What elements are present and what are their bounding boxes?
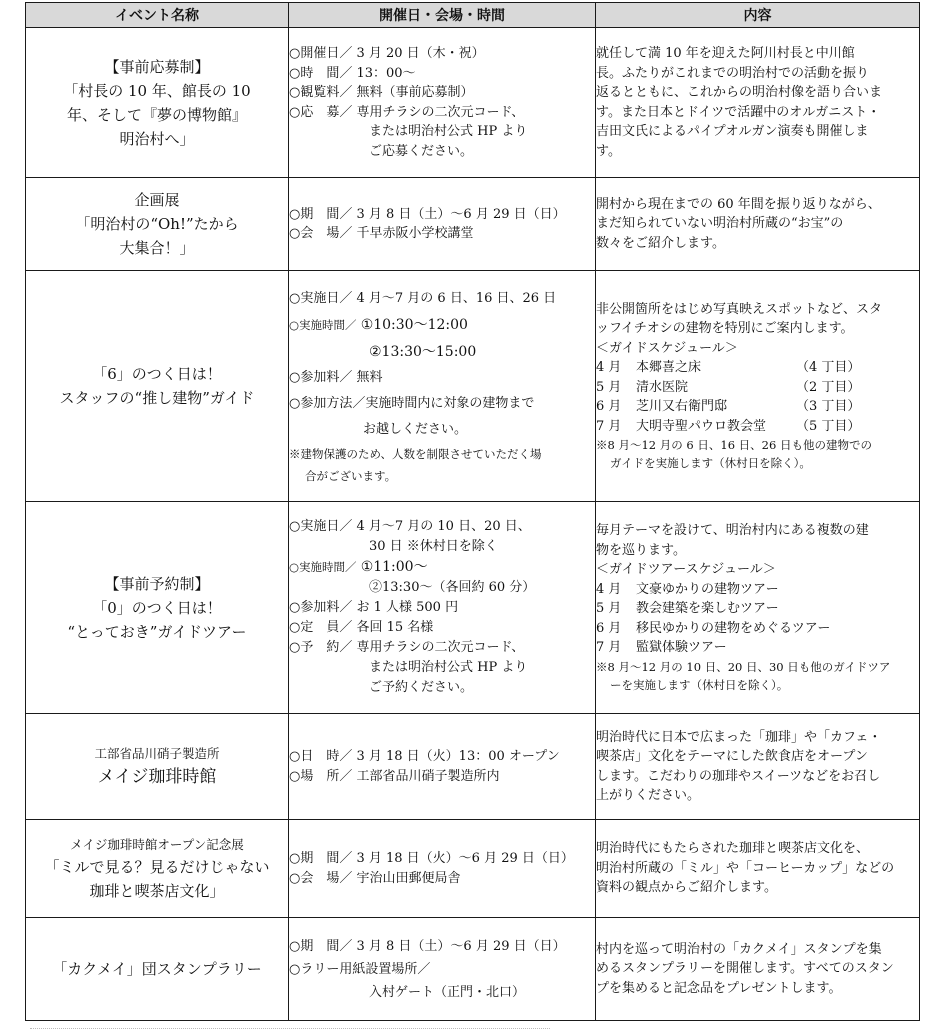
detail-line: ○参加料／ 無料 xyxy=(289,369,383,385)
content-line: 明治時代に日本で広まった「珈琲」や「カフェ・ xyxy=(596,729,882,745)
detail-line: ○ラリー用紙設置場所／ xyxy=(289,961,431,977)
schedule-month: 7 月 xyxy=(596,640,622,656)
content-line: めるスタンプラリーを開催します。すべてのスタン xyxy=(596,961,894,977)
schedule-month: 4 月 xyxy=(596,581,622,597)
event-name-cell xyxy=(26,502,289,714)
schedule-item xyxy=(596,619,919,639)
event-title-line: 「0」のつく日は！ xyxy=(92,598,222,617)
table-row xyxy=(26,714,920,820)
detail-line: ご予約ください。 xyxy=(369,680,474,695)
content-line: す。 xyxy=(596,143,621,159)
detail-line: ②13:30〜15:00 xyxy=(369,343,477,360)
detail-line: ○期 間／ 3 月 8 日（土）〜6 月 29 日（日） xyxy=(289,206,566,222)
schedule-place: 芝川又右衛門邸 xyxy=(636,399,728,415)
detail-line: ○場 所／ 工部省品川硝子製造所内 xyxy=(289,768,500,784)
schedule-area: （4 丁目） xyxy=(796,360,861,376)
event-content-cell xyxy=(596,502,920,714)
event-title-line: 「6」のつく日は！ xyxy=(92,365,222,383)
header-date-venue-time: 開催日・会場・時間 xyxy=(289,3,596,28)
event-title-line: 「ミルで見る？見るだけじゃない xyxy=(44,857,270,876)
note-line: ーを実施します（休村日を除く）。 xyxy=(610,677,789,692)
event-content-cell xyxy=(596,28,920,178)
detail-line: ○観覧料／ 無料（事前応募制） xyxy=(289,85,474,100)
schedule-place: 清水医院 xyxy=(636,379,689,395)
divider xyxy=(30,1028,550,1033)
content-line: プを集めると記念品をプレゼントします。 xyxy=(596,980,842,996)
table-row xyxy=(26,271,920,502)
content-line: 長。ふたりがこれまでの明治村での活動を振り xyxy=(596,65,870,81)
schedule-month: 5 月 xyxy=(596,379,622,395)
detail-line: ○実施日／ 4 月〜7 月の 10 日、20 日、 xyxy=(289,519,531,534)
header-event-name: イベント名称 xyxy=(26,3,289,28)
detail-line: ○実施日／ 4 月〜7 月の 6 日、16 日、26 日 xyxy=(289,290,557,306)
event-content-cell xyxy=(596,178,920,271)
content-line: 喫茶店」文化をテーマにした飲食店をオープン xyxy=(596,749,868,764)
event-title-line: 「明治村の“Oh!”たから xyxy=(75,215,239,233)
event-title-line: 明治村へ」 xyxy=(119,129,195,148)
event-title-line: 大集合！」 xyxy=(119,239,195,257)
content-line: 返るとともに、これからの明治村像を語り合いま xyxy=(596,85,883,100)
content-line: 吉田文氏によるパイプオルガン演奏も開催しま xyxy=(596,124,869,139)
event-title-line: 年、そして『夢の博物館』 xyxy=(66,105,247,124)
detail-line: ○予 約／ 専用チラシの二次元コード、 xyxy=(289,640,525,655)
detail-line: ○定 員／ 各回 15 名様 xyxy=(289,620,434,635)
detail-line: ○開催日／ 3 月 20 日（木・祝） xyxy=(289,46,485,61)
event-title-line: “とっておき”ガイドツアー xyxy=(67,622,247,641)
event-title-line: メイジ珈琲時館 xyxy=(97,766,217,787)
event-content-cell xyxy=(596,271,920,502)
content-line: します。こだわりの珈琲やスイーツなどをお召し xyxy=(596,768,881,784)
note-line: ※8 月〜12 月の 10 日、20 日、30 日も他のガイドツア xyxy=(596,659,891,674)
schedule-tour: 文豪ゆかりの建物ツアー xyxy=(636,581,779,597)
event-details-cell xyxy=(289,28,596,178)
detail-line: ○会 場／ 千早赤阪小学校講堂 xyxy=(289,226,474,241)
detail-line: ○日 時／ 3 月 18 日（火）13：00 オープン xyxy=(289,749,560,764)
detail-line: ○時 間／ 13：00〜 xyxy=(289,65,416,81)
schedule-title: ＜ガイドスケジュール＞ xyxy=(596,340,738,356)
schedule-place: 本郷喜之床 xyxy=(636,360,702,376)
detail-line: ○応 募／ 専用チラシの二次元コード、 xyxy=(289,104,525,120)
event-content-cell xyxy=(596,918,920,1021)
event-details-cell xyxy=(289,918,596,1021)
schedule-place: 大明寺聖パウロ教会堂 xyxy=(636,418,767,434)
schedule-month: 5 月 xyxy=(596,601,622,617)
content-line: ッフイチオシの建物を特別にご案内します。 xyxy=(596,321,854,337)
content-line: 資料の観点からご紹介します。 xyxy=(596,880,777,896)
schedule-item xyxy=(596,417,919,437)
note-line: 合がございます。 xyxy=(305,468,397,483)
detail-line: ○参加料／ お 1 人様 500 円 xyxy=(289,600,459,615)
event-content-cell xyxy=(596,820,920,918)
detail-label: ○実施時間／ xyxy=(289,317,357,332)
table-row xyxy=(26,918,920,1021)
note-line: ガイドを実施します（休村日を除く）。 xyxy=(610,456,811,471)
detail-line: ご応募ください。 xyxy=(369,143,474,159)
schedule-month: 4 月 xyxy=(596,360,622,376)
detail-line: ○期 間／ 3 月 18 日（火）〜6 月 29 日（日） xyxy=(289,851,574,866)
detail-line: 入村ゲート（正門・北口） xyxy=(369,984,526,1000)
schedule-tour: 監獄体験ツアー xyxy=(636,640,727,656)
content-line: す。また日本とドイツで活躍中のオルガニスト・ xyxy=(596,104,881,120)
schedule-item xyxy=(596,599,919,619)
schedule-month: 6 月 xyxy=(596,620,622,636)
event-name-cell xyxy=(26,714,289,820)
content-line: 非公開箇所をはじめ写真映えスポットなど、スタ xyxy=(596,301,883,317)
schedule-month: 7 月 xyxy=(596,418,622,434)
event-details-cell xyxy=(289,271,596,502)
schedule-item xyxy=(596,397,919,417)
content-line: 村内を巡って明治村の「カクメイ」スタンプを集 xyxy=(596,941,882,957)
event-title-line: 「村長の 10 年、館長の 10 xyxy=(63,81,251,100)
event-name-cell xyxy=(26,820,289,918)
content-line: 開村から現在までの 60 年間を振り返りながら、 xyxy=(596,196,881,212)
event-content-cell xyxy=(596,714,920,820)
detail-line xyxy=(289,557,595,578)
event-details-cell xyxy=(289,820,596,918)
schedule-item xyxy=(596,378,919,398)
detail-line: または明治村公式 HP より xyxy=(369,660,528,675)
event-venue: 工部省品川硝子製造所 xyxy=(94,745,220,761)
content-line: まだ知られていない明治村所蔵の“お宝”の xyxy=(596,216,844,232)
schedule-area: （5 丁目） xyxy=(796,418,861,434)
event-name-cell xyxy=(26,918,289,1021)
schedule-area: （3 丁目） xyxy=(796,399,861,415)
detail-line: ②13:30〜（各回約 60 分） xyxy=(369,580,536,595)
schedule-title: ＜ガイドツアースケジュール＞ xyxy=(596,562,776,578)
table-row xyxy=(26,178,920,271)
content-line: 毎月テーマを設けて、明治村内にある複数の建 xyxy=(596,523,869,539)
schedule-month: 6 月 xyxy=(596,399,622,415)
event-details-cell xyxy=(289,178,596,271)
table-row xyxy=(26,28,920,178)
event-details-cell xyxy=(289,502,596,714)
schedule-area: （2 丁目） xyxy=(796,379,861,395)
schedule-item xyxy=(596,580,919,600)
event-name-cell xyxy=(26,178,289,271)
content-line: 明治村所蔵の「ミル」や「コーヒーカップ」などの xyxy=(596,860,895,876)
schedule-item xyxy=(596,638,919,658)
content-line: 就任して満 10 年を迎えた阿川村長と中川館 xyxy=(596,46,855,61)
schedule-item xyxy=(596,358,919,378)
detail-value: ①10:30〜12:00 xyxy=(360,316,468,333)
event-title-line: 珈琲と喫茶店文化」 xyxy=(89,881,225,900)
event-label: 【事前予約制】 xyxy=(104,574,210,593)
content-line: 数々をご紹介します。 xyxy=(596,235,725,251)
detail-value: ①11:00〜 xyxy=(360,559,428,575)
event-title-line: スタッフの“推し建物”ガイド xyxy=(59,389,255,407)
schedule-tour: 移民ゆかりの建物をめぐるツアー xyxy=(636,620,831,636)
header-row xyxy=(26,3,920,28)
event-label: 【事前応募制】 xyxy=(104,57,210,76)
content-line: 上がりください。 xyxy=(596,788,701,803)
event-name-cell xyxy=(26,271,289,502)
detail-line: お越しください。 xyxy=(363,421,468,437)
note-line: ※8 月〜12 月の 6 日、16 日、26 日も他の建物での xyxy=(596,438,872,453)
header-content: 内容 xyxy=(596,3,920,28)
event-table xyxy=(25,2,920,1021)
detail-line xyxy=(289,312,595,339)
content-line: 明治時代にもたらされた珈琲と喫茶店文化を、 xyxy=(596,841,870,857)
note-line: ※建物保護のため、人数を制限させていただく場 xyxy=(289,446,542,461)
event-label: メイジ珈琲時館オープン記念展 xyxy=(70,836,244,852)
content-line: 物を巡ります。 xyxy=(596,542,686,558)
event-details-cell xyxy=(289,714,596,820)
table-row xyxy=(26,502,920,714)
detail-line: ○会 場／ 宇治山田郵便局舎 xyxy=(289,870,461,886)
detail-line: 30 日 ※休村日を除く xyxy=(369,539,498,554)
table-row xyxy=(26,820,920,918)
detail-line: または明治村公式 HP より xyxy=(369,124,528,139)
detail-label: ○実施時間／ xyxy=(289,560,357,574)
event-name-cell xyxy=(26,28,289,178)
detail-line: ○期 間／ 3 月 8 日（土）〜6 月 29 日（日） xyxy=(289,938,566,954)
detail-line: ○参加方法／実施時間内に対象の建物まで xyxy=(289,395,535,411)
schedule-tour: 教会建築を楽しむツアー xyxy=(636,601,779,617)
event-title-line: 「カクメイ」団スタンプラリー xyxy=(52,960,262,978)
event-label: 企画展 xyxy=(134,191,180,209)
